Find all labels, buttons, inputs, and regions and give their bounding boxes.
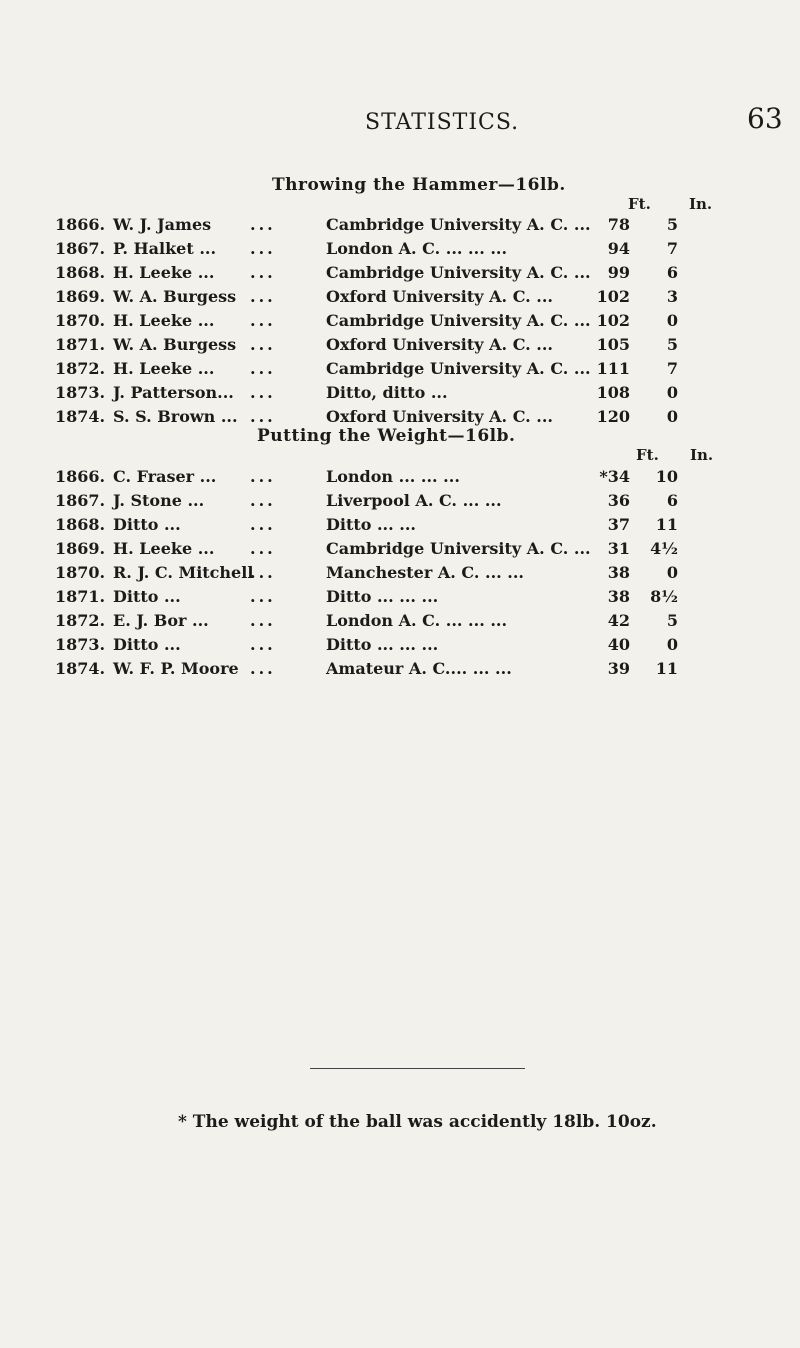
row-year: 1866. (55, 215, 106, 234)
row-year: 1873. (55, 383, 106, 402)
divider-rule (310, 1068, 525, 1069)
row-year: 1870. (55, 563, 106, 582)
row-leader: ... (250, 611, 276, 630)
row-year: 1872. (55, 611, 106, 630)
section-title-weight: Putting the Weight—16lb. (257, 426, 516, 446)
row-inches: 0 (666, 635, 678, 654)
row-feet: 31 (607, 539, 630, 558)
row-name: J. Stone ... (113, 491, 205, 510)
row-inches: 7 (666, 359, 678, 378)
row-year: 1869. (55, 287, 106, 306)
row-leader: ... (250, 383, 276, 402)
table-row (0, 467, 800, 491)
row-inches: 0 (666, 407, 678, 426)
table-row (0, 263, 800, 287)
row-year: 1873. (55, 635, 106, 654)
row-inches: 5 (666, 215, 678, 234)
row-leader: ... (250, 335, 276, 354)
row-inches: 4½ (650, 539, 678, 558)
table-row (0, 383, 800, 407)
table-row (0, 563, 800, 587)
section-title-hammer: Throwing the Hammer—16lb. (272, 175, 566, 195)
row-leader: ... (250, 215, 276, 234)
row-name: C. Fraser ... (113, 467, 217, 486)
table-row (0, 491, 800, 515)
row-feet: 36 (607, 491, 630, 510)
row-year: 1871. (55, 335, 106, 354)
row-feet: 40 (607, 635, 630, 654)
row-inches: 6 (666, 491, 678, 510)
row-club: Ditto ... ... ... (326, 587, 439, 606)
row-feet: 94 (607, 239, 630, 258)
row-inches: 11 (655, 515, 678, 534)
row-inches: 10 (655, 467, 678, 486)
row-inches: 7 (666, 239, 678, 258)
row-year: 1870. (55, 311, 106, 330)
unit-ft: Ft. (636, 446, 659, 464)
row-club: Cambridge University A. C. ... (326, 215, 591, 234)
row-club: Cambridge University A. C. ... (326, 359, 591, 378)
row-inches: 8½ (650, 587, 678, 606)
row-year: 1867. (55, 239, 106, 258)
row-name: H. Leeke ... (113, 263, 215, 282)
row-club: Ditto, ditto ... (326, 383, 448, 402)
row-name: S. S. Brown ... (113, 407, 238, 426)
row-year: 1868. (55, 263, 106, 282)
row-leader: ... (250, 287, 276, 306)
row-inches: 6 (666, 263, 678, 282)
row-inches: 11 (655, 659, 678, 678)
row-feet: 105 (596, 335, 630, 354)
row-feet: 108 (596, 383, 630, 402)
table-row (0, 359, 800, 383)
row-year: 1872. (55, 359, 106, 378)
page-number: 63 (747, 102, 783, 135)
row-year: 1866. (55, 467, 106, 486)
row-leader: ... (250, 311, 276, 330)
table-row (0, 659, 800, 683)
row-leader: ... (250, 515, 276, 534)
row-leader: ... (250, 635, 276, 654)
page-header (0, 102, 800, 142)
table-row (0, 287, 800, 311)
row-club: Oxford University A. C. ... (326, 287, 553, 306)
row-club: London ... ... ... (326, 467, 460, 486)
row-name: H. Leeke ... (113, 539, 215, 558)
footnote: * The weight of the ball was accidently 18lb. 10oz. (178, 1112, 657, 1132)
row-name: W. A. Burgess (113, 335, 237, 354)
table-row (0, 539, 800, 563)
row-year: 1867. (55, 491, 106, 510)
row-club: Cambridge University A. C. ... (326, 539, 591, 558)
row-leader: ... (250, 407, 276, 426)
row-name: H. Leeke ... (113, 311, 215, 330)
row-feet: 102 (596, 311, 630, 330)
table-row (0, 239, 800, 263)
row-club: London A. C. ... ... ... (326, 611, 508, 630)
row-year: 1869. (55, 539, 106, 558)
row-club: Ditto ... ... (326, 515, 416, 534)
row-leader: ... (250, 263, 276, 282)
row-name: H. Leeke ... (113, 359, 215, 378)
row-club: Cambridge University A. C. ... (326, 311, 591, 330)
table-row (0, 587, 800, 611)
row-name: Ditto ... (113, 587, 181, 606)
row-club: Manchester A. C. ... ... (326, 563, 524, 582)
row-feet: 111 (596, 359, 630, 378)
row-name: W. A. Burgess (113, 287, 237, 306)
row-name: W. F. P. Moore (113, 659, 239, 678)
row-leader: ... (250, 587, 276, 606)
row-club: Oxford University A. C. ... (326, 335, 553, 354)
row-club: Cambridge University A. C. ... (326, 263, 591, 282)
row-year: 1874. (55, 659, 106, 678)
row-name: E. J. Bor ... (113, 611, 209, 630)
unit-in: In. (690, 446, 714, 464)
row-year: 1874. (55, 407, 106, 426)
row-club: Ditto ... ... ... (326, 635, 439, 654)
row-club: London A. C. ... ... ... (326, 239, 508, 258)
row-feet: 38 (607, 587, 630, 606)
table-row (0, 335, 800, 359)
row-inches: 0 (666, 311, 678, 330)
row-club: Liverpool A. C. ... ... (326, 491, 502, 510)
table-row (0, 635, 800, 659)
row-leader: ... (250, 491, 276, 510)
row-leader: ... (250, 539, 276, 558)
row-feet: 38 (607, 563, 630, 582)
row-inches: 0 (666, 383, 678, 402)
row-inches: 3 (666, 287, 678, 306)
row-name: P. Halket ... (113, 239, 217, 258)
table-row (0, 515, 800, 539)
row-feet: 102 (596, 287, 630, 306)
row-year: 1871. (55, 587, 106, 606)
row-name: Ditto ... (113, 515, 181, 534)
row-name: Ditto ... (113, 635, 181, 654)
row-leader: ... (250, 467, 276, 486)
row-club: Oxford University A. C. ... (326, 407, 553, 426)
unit-ft: Ft. (628, 195, 651, 213)
row-feet: 120 (596, 407, 630, 426)
row-feet: 37 (607, 515, 630, 534)
table-row (0, 611, 800, 635)
row-inches: 5 (666, 335, 678, 354)
row-leader: ... (250, 239, 276, 258)
row-inches: 5 (666, 611, 678, 630)
table-row (0, 215, 800, 239)
row-inches: 0 (666, 563, 678, 582)
row-year: 1868. (55, 515, 106, 534)
row-leader: ... (250, 659, 276, 678)
row-feet: 78 (607, 215, 630, 234)
row-leader: ... (250, 563, 276, 582)
row-feet: *34 (599, 467, 630, 486)
running-title: STATISTICS. (365, 110, 520, 135)
row-feet: 99 (607, 263, 630, 282)
row-club: Amateur A. C.... ... ... (326, 659, 512, 678)
row-feet: 39 (607, 659, 630, 678)
table-row (0, 311, 800, 335)
row-name: J. Patterson... (113, 383, 234, 402)
row-name: W. J. James (113, 215, 212, 234)
row-leader: ... (250, 359, 276, 378)
unit-in: In. (689, 195, 713, 213)
row-feet: 42 (607, 611, 630, 630)
row-name: R. J. C. Mitchell (113, 563, 254, 582)
